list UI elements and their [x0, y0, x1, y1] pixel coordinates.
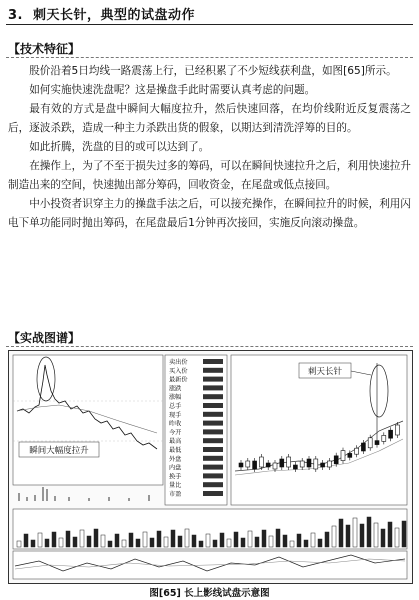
volume-bar — [325, 532, 329, 547]
quote-label: 今开 — [169, 429, 182, 437]
annotation-long-needle: 刺天长针 — [307, 367, 343, 377]
quote-label: 总手 — [169, 403, 182, 410]
candle-body — [361, 443, 365, 451]
section-heading — [8, 4, 195, 23]
section-number: 3. — [8, 8, 23, 23]
quote-label: 最高 — [169, 438, 182, 446]
heading-rule — [6, 24, 413, 25]
paragraph: 如此折腾，洗盘的目的或可以达到了。 — [29, 141, 210, 153]
volume-bar — [269, 536, 273, 547]
quote-value-glyph — [203, 412, 223, 417]
candle-body — [287, 457, 291, 467]
volume-bar — [283, 535, 287, 547]
quote-label: 换手 — [169, 473, 182, 481]
tag-technical-rule — [6, 57, 413, 58]
paragraph: 中小投资者识穿主力的操盘手法之后，可以接充操作，在瞬间拉升的时候，利用闪电下单功能同时抛出筹码，在尾盘最后1分钟再次接回，实施反向滚动操盘。 — [8, 198, 411, 229]
quote-value-glyph — [203, 421, 223, 426]
paragraph: 在操作上，为了不至于损失过多的筹码，可以在瞬间快速拉升之后，利用快速拉升制造出来的空间，快速抛出部分筹码，回收资金，在尾盘或低点接回。 — [8, 160, 411, 191]
volume-bar — [66, 531, 70, 547]
quote-value-glyph — [203, 473, 223, 478]
candle-body — [266, 463, 270, 467]
tag-case-charts: 【实战图谱】 — [8, 331, 81, 345]
quote-label: 外盘 — [169, 455, 182, 463]
volume-bar — [346, 525, 350, 547]
volume-bar — [80, 530, 84, 547]
candle-body — [246, 461, 250, 467]
quote-label: 现手 — [169, 411, 182, 419]
chart-svg — [9, 351, 412, 583]
volume-bar — [311, 533, 315, 547]
volume-bar — [241, 538, 245, 547]
candle-body — [389, 430, 393, 438]
quote-label: 卖出价 — [169, 359, 188, 366]
volume-bar — [164, 537, 168, 547]
volume-bar — [206, 534, 210, 547]
quote-label: 内盘 — [169, 464, 182, 472]
quote-label: 最低 — [169, 447, 182, 454]
candle-body — [368, 438, 372, 448]
volume-bar — [150, 538, 154, 547]
quote-value-glyph — [203, 385, 223, 390]
candle-body — [307, 459, 311, 467]
quote-value-glyph — [203, 491, 223, 496]
volume-bar — [262, 530, 266, 547]
quote-value-glyph — [203, 438, 223, 443]
volume-bar — [388, 522, 392, 547]
candle-body — [253, 461, 257, 469]
quote-value-glyph — [203, 482, 223, 487]
volume-bar — [360, 524, 364, 547]
candle-body — [314, 459, 318, 469]
candle-body — [382, 435, 386, 441]
volume-bar — [59, 538, 63, 547]
volume-bar — [199, 541, 203, 547]
quote-value-glyph — [203, 368, 223, 373]
volume-bar — [178, 536, 182, 547]
quote-label: 涨跌 — [169, 385, 182, 393]
volume-bar — [339, 519, 343, 547]
section-title: 刺天长针，典型的试盘动作 — [33, 8, 196, 23]
volume-bar — [353, 518, 357, 547]
paragraph: 股价沿着5日均线一路震荡上行，已经积累了不少短线获利盘，如图[65]所示。 — [29, 65, 397, 77]
body-text — [8, 62, 411, 233]
candle-body — [327, 461, 331, 467]
volume-bar — [318, 539, 322, 547]
quote-value-glyph — [203, 447, 223, 452]
quote-value-glyph — [203, 359, 223, 364]
intraday-chart — [13, 355, 163, 501]
volume-bar — [171, 530, 175, 547]
volume-bar — [45, 539, 49, 547]
quote-label: 最新价 — [169, 376, 188, 384]
volume-bar — [94, 529, 98, 547]
volume-bar — [227, 539, 231, 547]
quote-value-glyph — [203, 394, 223, 399]
tag-case-rule — [6, 346, 413, 347]
volume-bar — [290, 541, 294, 547]
volume-bar — [108, 541, 112, 547]
quote-label: 涨幅 — [169, 394, 182, 402]
volume-bar — [192, 535, 196, 547]
volume-bar — [276, 529, 280, 547]
quote-value-glyph — [203, 429, 223, 434]
volume-bar — [234, 532, 238, 547]
quote-value-glyph — [203, 465, 223, 470]
volume-bar — [332, 526, 336, 547]
figure-caption: 图[65] 长上影线试盘示意图 — [149, 588, 270, 599]
volume-bar — [136, 539, 140, 547]
paragraph: 如何实施快速洗盘呢？这是操盘手此时需要认真考虑的问题。 — [29, 84, 316, 96]
quote-value-glyph — [203, 403, 223, 408]
volume-bar — [129, 533, 133, 547]
volume-bar — [304, 540, 308, 547]
tag-case-label: 实战图谱 — [20, 331, 69, 345]
volume-bar — [143, 532, 147, 547]
volume-bar — [185, 529, 189, 547]
volume-bar — [87, 536, 91, 547]
volume-bar — [402, 521, 406, 547]
candle-body — [280, 459, 284, 467]
volume-bar — [122, 540, 126, 547]
quote-value-glyph — [203, 377, 223, 382]
volume-bar — [38, 533, 42, 547]
candle-body — [334, 456, 338, 464]
volume-bar — [115, 534, 119, 547]
daily-kline-chart — [231, 355, 407, 505]
volume-bar — [213, 540, 217, 547]
candle-body — [273, 463, 277, 469]
candle-body — [300, 461, 304, 467]
volume-bar — [381, 529, 385, 547]
volume-bar — [101, 535, 105, 547]
volume-bar — [17, 541, 21, 547]
chart-figure — [8, 350, 413, 584]
quote-label: 市盈 — [169, 491, 182, 498]
annotation-spike: 瞬间大幅度拉升 — [29, 446, 89, 456]
candle-body — [341, 451, 345, 461]
volume-bar — [367, 517, 371, 547]
candle-body — [395, 425, 399, 435]
paragraph: 最有效的方式是盘中瞬间大幅度拉升，然后快速回落，在均价线附近反复震荡之后，逐波杀跌，造成一种主力杀跌出货的假象，以期达到清洗浮筹的目的。 — [8, 103, 411, 134]
volume-bar — [255, 537, 259, 547]
tag-technical-features: 【技术特征】 — [8, 42, 81, 56]
candle-body — [321, 463, 325, 467]
candle-body — [259, 457, 263, 467]
volume-bar — [24, 534, 28, 547]
volume-bar — [31, 540, 35, 547]
volume-bar — [248, 531, 252, 547]
candle-body — [348, 453, 352, 457]
quote-label: 昨收 — [169, 420, 182, 428]
volume-bar — [297, 534, 301, 547]
candle-body — [293, 465, 297, 469]
volume-bar — [220, 533, 224, 547]
volume-bar — [73, 537, 77, 547]
volume-indicator-area — [13, 509, 407, 579]
candle-body — [239, 463, 243, 467]
volume-bar — [395, 528, 399, 547]
volume-bar — [52, 532, 56, 547]
candle-body — [375, 441, 379, 445]
volume-bar — [374, 523, 378, 547]
quote-label: 买入价 — [169, 367, 188, 375]
quote-value-glyph — [203, 456, 223, 461]
candle-body — [355, 448, 359, 454]
tag-technical-label: 技术特征 — [20, 42, 69, 56]
quote-panel — [165, 355, 227, 505]
volume-bar — [157, 531, 161, 547]
quote-label: 量比 — [169, 482, 182, 490]
